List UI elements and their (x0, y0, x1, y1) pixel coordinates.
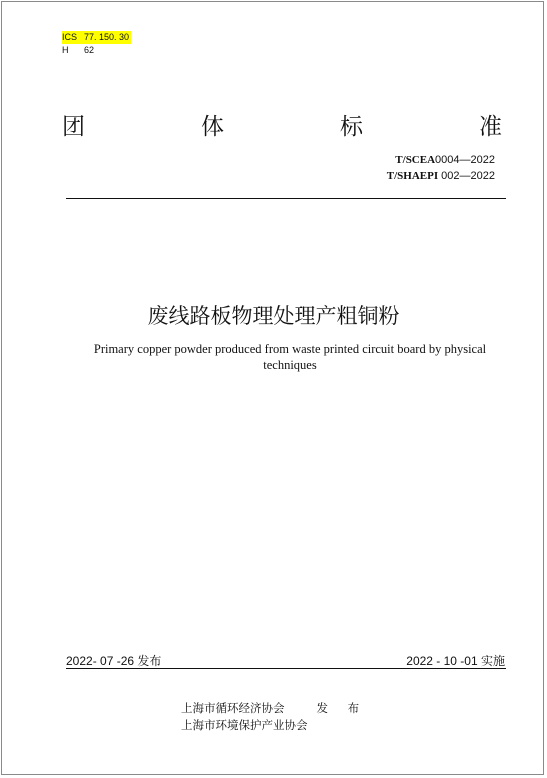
standard-code-2 (387, 168, 495, 184)
issuer-line-2 (181, 717, 367, 734)
banner-char-2: 体 (201, 114, 224, 140)
implementation-date: 2022 - 10 -01 实施 (406, 654, 505, 668)
ics-label: ICS (62, 32, 78, 42)
issuing-organizations (181, 700, 367, 734)
banner-char-4: 准 (479, 114, 502, 140)
ccs-value: 62 (84, 45, 95, 55)
code2-prefix: T/SHAEPI (386, 170, 439, 182)
bottom-divider (66, 668, 506, 669)
title-chinese: 废线路板物理处理产粗铜粉 (147, 304, 400, 328)
ics-row (62, 31, 131, 44)
standard-code-1 (387, 152, 495, 168)
ics-value: 77. 150. 30 (84, 32, 130, 42)
code1-prefix: T/SCEA (395, 154, 436, 166)
issuer-org-2: 上海市环境保护产业协会 (181, 718, 308, 732)
classification-block (62, 31, 131, 57)
ccs-label: H (62, 45, 69, 55)
issuer-line-1 (181, 700, 367, 717)
banner-char-1: 团 (62, 114, 85, 140)
banner-char-3: 标 (340, 114, 363, 140)
code2-suffix: 002—2022 (438, 170, 495, 182)
top-divider (66, 198, 506, 199)
release-date: 2022- 07 -26 发布 (66, 654, 162, 668)
issuer-org-1: 上海市循环经济协会 (181, 701, 285, 715)
publish-label: 发 布 (316, 701, 368, 715)
standard-codes (387, 152, 495, 184)
ccs-row (62, 44, 131, 57)
standard-type-banner (62, 108, 502, 141)
code1-suffix: 0004—2022 (435, 154, 495, 166)
title-english: Primary copper powder produced from waste printed circuit board by physical techniques (93, 342, 487, 372)
